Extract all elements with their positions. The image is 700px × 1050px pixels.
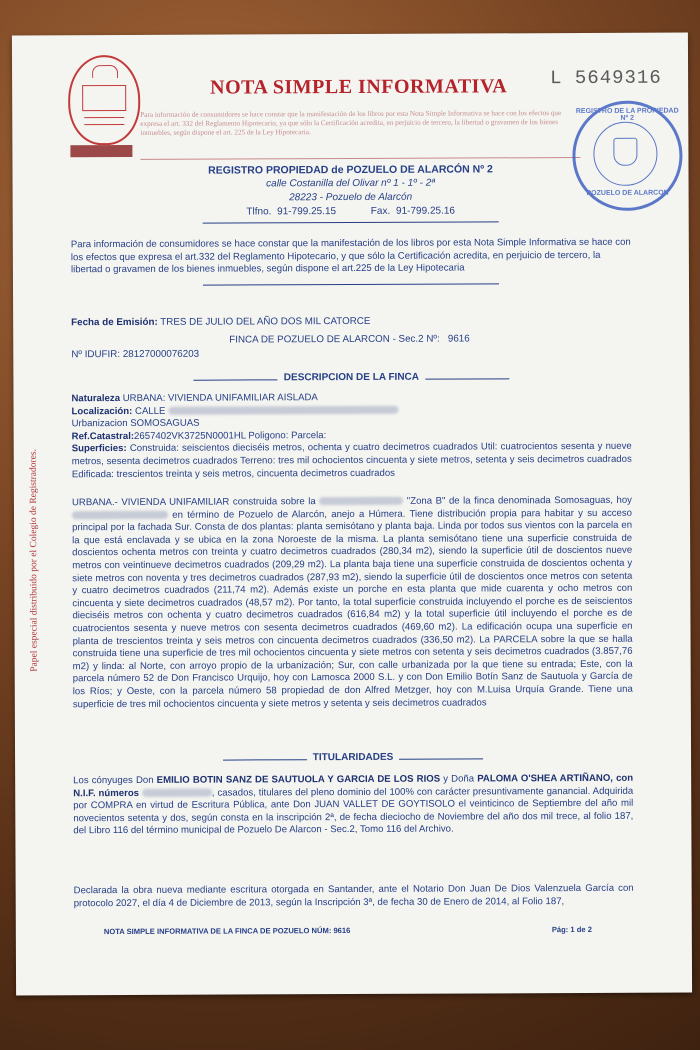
crown-icon (92, 65, 118, 78)
titularidades-text: Los cónyuges Don EMILIO BOTIN SANZ DE SAUTUOLA Y GARCIA DE LOS RIOS y Doña PALOMA O'SHEA ARTIÑANO, con N.I.F. números , casados, titulares del pleno dominio del 100% con carácter presuntivamente ganancial. Adquirida por COMPRA en virtud de Escritura Pública, ante Don JUAN VALLET DE GOYTISOLO el veinticinco de Septiembre del año mil novecientos setenta y dos, según consta en la inscripción 2ª, de fecha dieciocho de Noviembre del año dos mil trece, al folio 187, del Libro 116 del término municipal de Pozuelo De Alarcon - Sec.2, Tomo 116 del Archivo. (73, 772, 634, 837)
finca-label: FINCA DE POZUELO DE ALARCON - Sec.2 Nº: (229, 333, 440, 346)
side-paper-text: Papel especial distribuido por el Colegio de Registradores. (28, 449, 40, 672)
document-page (12, 33, 692, 996)
coat-of-arms-icon (613, 138, 637, 166)
registry-address: calle Costanilla del Olivar nº 1 - 1º - 2ª (266, 177, 436, 190)
section-titularidades (15, 751, 691, 765)
footer-left: NOTA SIMPLE INFORMATIVA DE LA FINCA DE POZUELO NÚM: 9616 (103, 926, 351, 937)
localizacion-row: Localización: CALLE (72, 403, 632, 418)
emission-date-label: Fecha de Emisión: (71, 316, 158, 329)
finca-number: 9616 (447, 333, 470, 345)
section-descripcion (13, 371, 689, 385)
superficies-row: Superficies: Construida: seiscientos dieciséis metros, ochenta y cuatro decimetros cuadrados Util: cuatrocientos sesenta y nueve metros, sesenta decimetros cuadrados Terreno: tres mil ochocientos cincuenta y siete metros, setenta y seis decimetros cuadrados Edificada: trescientos treinta y seis metros, cincuenta decimetros cuadrados (71, 441, 632, 480)
divider-line (203, 221, 499, 223)
idufir-label: Nº IDUFIR: (71, 349, 121, 361)
emission-date-value: TRES DE JULIO DEL AÑO DOS MIL CATORCE (160, 315, 371, 328)
logo-label-block (70, 145, 132, 157)
stamp-top-text: REGISTRO DE LA PROPIEDAD Nº 2 (575, 107, 679, 122)
registrars-logo (68, 55, 140, 145)
naturaleza-row: Naturaleza URBANA: VIVIENDA UNIFAMILIAR AISLADA (71, 392, 318, 405)
urbana-description: URBANA.- VIVIENDA UNIFAMILIAR construida sobre la "Zona B" de la finca denominada Somosaguas, hoy en término de Pozuelo de Alarcón, anejo a Húmera. Tiene distribución propia para habitar y su acceso principal por la fachada Sur. Consta de dos plantas: planta semisótano y planta baja. Linda por todos sus vientos con la parcela en la que está enclavada y se ubica en la zona Noroeste de la misma. La planta semisótano tiene una superficie construida de doscientos ochenta metros con treinta y cuatro decimetros cuadrados (280,34 m2), siendo la superficie útil de doscientos nueve metros con veintinueve decimetros cuadrados (209,29 m2). La planta baja tiene una superficie construida de doscientos ochenta y siete metros con noventa y tres decimetros cuadrados (287,93 m2), siendo la superficie útil de doscientos once metros con setenta y cuatro decimetros cuadrados (211,74 m2). Además existe un porche en esta planta que mide cuarenta y ocho metros con cincuenta y siete decimetros cuadrados (48,57 m2). Por tanto, la total superficie construida incluyendo el porche es de seiscientos dieciséis metros con ochenta y cuatro decimetros cuadrados (616,84 m2) y la total superficie útil incluyendo el porche es de cuatrocientos sesenta y nueve metros con sesenta decimetros cuadrados (469,60 m2). La edificación ocupa una superficie en planta de trescientos treinta y seis metros con cincuenta decimetros cuadrados (336,50 m2). La PARCELA sobre la que se halla construida tiene una superficie de tres mil ochocientos cincuenta y siete metros con setenta y seis decimetros cuadrados (3.857,76 m2) y linda: al Norte, con arroyo propio de la urbanización; Sur, con calle urbanizada por la que tiene su entrada; Este, con la parcela número 52 de Don Francisco Urquijo, hoy con Lamosca 2000 S.L. y con Don Emilio Botín Sanz de Sautuola y García de los Ríos; y Oeste, con la parcela número 58 propiedad de don Alfred Metzger, hoy con M.Luisa Urquía Grande. Tiene una superficie de tres mil ochocientos cincuenta y siete metros y setenta y seis decimetros cuadrados (71, 494, 633, 710)
descripcion-heading: DESCRIPCION DE LA FINCA (283, 371, 420, 384)
redacted-parcel (319, 497, 403, 505)
divider-line (203, 283, 499, 285)
registry-phone: Tlfno. 91-799.25.15 (246, 206, 337, 218)
refcat-row: Ref.Catastral:2657402VK3725N0001HL Poligono: Parcela: (71, 429, 327, 443)
urbanizacion-row: Urbanizacion SOMOSAGUAS (71, 417, 200, 430)
idufir-row (71, 349, 199, 361)
idufir-value: 28127000076203 (122, 348, 200, 360)
owner-1: EMILIO BOTIN SANZ DE SAUTUOLA Y GARCIA DE LOS RIOS (156, 773, 441, 786)
header-divider (140, 157, 580, 160)
consumer-note: Para información de consumidores se hace constar que la manifestación de los libros por esta Nota Simple Informativa se hace con los efectos que expresa el art.332 del Reglamento Hipotecario, y que sólo la Certificación acredita, en perjuicio de tercero, la libertad o gravamen de los bienes inmuebles, según dispone el art.225 de la Ley Hipotecaria (70, 236, 631, 276)
ribbon-icon (84, 117, 124, 125)
emission-date-row (71, 316, 370, 328)
descripcion-fields (71, 391, 631, 482)
finca-row (229, 333, 469, 345)
redacted-address (168, 406, 398, 415)
redacted-nif (142, 789, 212, 797)
registry-city: 28223 - Pozuelo de Alarcón (289, 191, 413, 204)
titularidades-heading: TITULARIDADES (312, 751, 394, 764)
footer-page: Pág: 1 de 2 (551, 924, 592, 935)
registry-contact (13, 205, 689, 219)
top-legal-note: Para información de consumidores se hace constar que la manifestación de los libros por esta Nota Simple Informativa se hace con los efectos que expresa el art. 332 del Reglamento Hipotecario, ya que sólo la Certificación acredita, en perjuicio de tercero, la libertad o gravamen de los bienes inmuebles, según dispone el art. 225 de la Ley Hipotecaria. (140, 109, 562, 137)
serial-number: L 5649316 (550, 66, 662, 90)
document-title: NOTA SIMPLE INFORMATIVA (210, 75, 508, 99)
stamp-bottom-text: POZUELO DE ALARCON (586, 189, 669, 197)
book-icon (82, 85, 126, 111)
redacted-street (72, 511, 168, 519)
registry-name: REGISTRO PROPIEDAD de POZUELO DE ALARCÓN Nº 2 (208, 163, 493, 177)
owner-2: PALOMA O'SHEA ARTIÑANO, con N.I.F. números (73, 772, 634, 799)
registry-fax: Fax. 91-799.25.16 (370, 205, 455, 217)
declaration-text: Declarada la obra nueva mediante escritura otorgada en Santander, ante el Notario Don Juan De Dios Valenzuela García con protocolo 2027, el día 4 de Diciembre de 2013, según la Inscripción 3ª, de fecha 30 de Enero de 2014, al Folio 187, (73, 882, 634, 909)
